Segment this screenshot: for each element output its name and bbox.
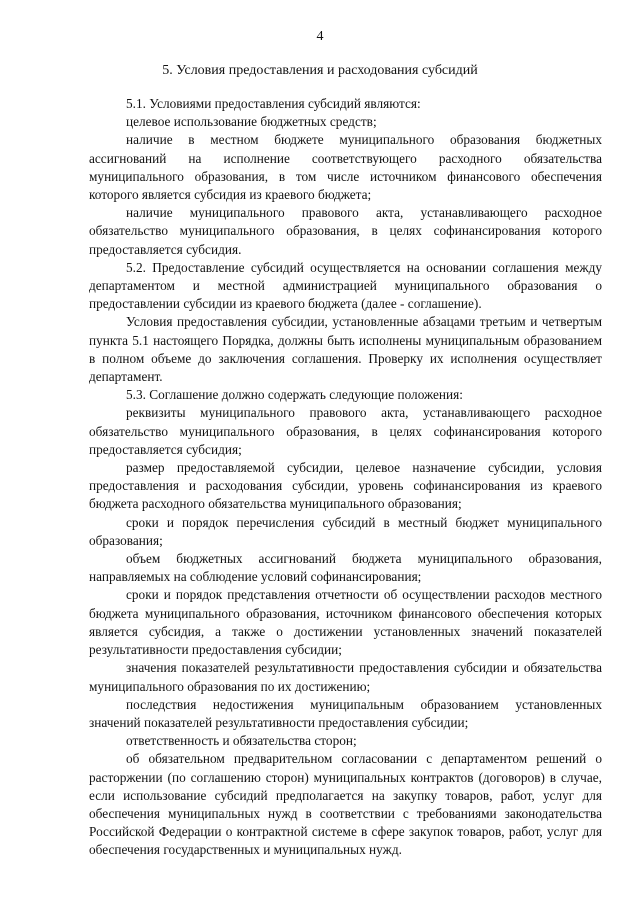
agreement-item-performance-indicators: значения показателей результативности предоставления субсидии и обязательства муниципального образования по их достижению; <box>89 660 602 694</box>
agreement-item-reporting: сроки и порядок представления отчетности об осуществлении расходов местного бюджета муниципального образования, источником финансового обеспечения которых является субсидия, а также о достижении установленных значений показателей результативности предоставления субсидии; <box>89 587 602 658</box>
agreement-item-contract-approval: об обязательном предварительном согласовании с департаментом решений о расторжении (по соглашению сторон) муниципальных контрактов (договоров) в случае, если использование субсидий предполагается на закупку товаров, работ, услуг для обеспечения муниципальных нужд в соответствии с требованиями законодательства Российской Федерации о контрактной системе в сфере закупок товаров, работ, услуг для обеспечения государственных и муниципальных нужд. <box>89 751 602 858</box>
paragraph-5-3-heading: 5.3. Соглашение должно содержать следующие положения: <box>126 387 463 403</box>
page-number: 4 <box>316 29 324 44</box>
condition-budget-allocations: наличие в местном бюджете муниципального образования бюджетных ассигнований на исполнение соответствующего расходного обязательства муниципального образования, в том числе источником финансового обеспечения которого является субсидия из краевого бюджета; <box>89 132 602 203</box>
paragraph-5-1-heading: 5.1. Условиями предоставления субсидий являются: <box>126 96 421 111</box>
section-title: 5. Условия предоставления и расходования субсидий <box>162 63 478 78</box>
condition-target-use: целевое использование бюджетных средств; <box>126 114 377 130</box>
agreement-item-consequences: последствия недостижения муниципальным образованием установленных значений показателей результативности предоставления субсидии; <box>89 696 602 730</box>
paragraph-5-2-conditions: Условия предоставления субсидии, установленные абзацами третьим и четвертым пункта 5.1 настоящего Порядка, должны быть исполнены муниципальным образованием в полном объеме до заключения соглашения. Проверку их исполнения осуществляет департамент. <box>89 314 602 385</box>
agreement-item-subsidy-amount: размер предоставляемой субсидии, целевое назначение субсидии, условия предоставления и расходования субсидии, уровень софинансирования из краевого бюджета расходного обязательства муниципального образования; <box>89 460 602 512</box>
agreement-item-transfer-terms: сроки и порядок перечисления субсидий в местный бюджет муниципального образования; <box>89 514 602 548</box>
paragraph-5-2: 5.2. Предоставление субсидий осуществляется на основании соглашения между департаментом и местной администрацией муниципального образования о предоставлении субсидии из краевого бюджета (далее - соглашение). <box>89 259 602 312</box>
condition-legal-act: наличие муниципального правового акта, устанавливающего расходное обязательство муниципального образования, в целях софинансирования которого предоставляется субсидия. <box>89 205 602 257</box>
agreement-item-legal-act-details: реквизиты муниципального правового акта, устанавливающего расходное обязательство муниципального образования, в целях софинансирования которого предоставляется субсидия; <box>89 405 602 457</box>
agreement-item-budget-volume: объем бюджетных ассигнований бюджета муниципального образования, направляемых на соблюдение условий софинансирования; <box>89 551 602 585</box>
body-text <box>89 95 602 860</box>
agreement-item-responsibility: ответственность и обязательства сторон; <box>126 733 357 749</box>
